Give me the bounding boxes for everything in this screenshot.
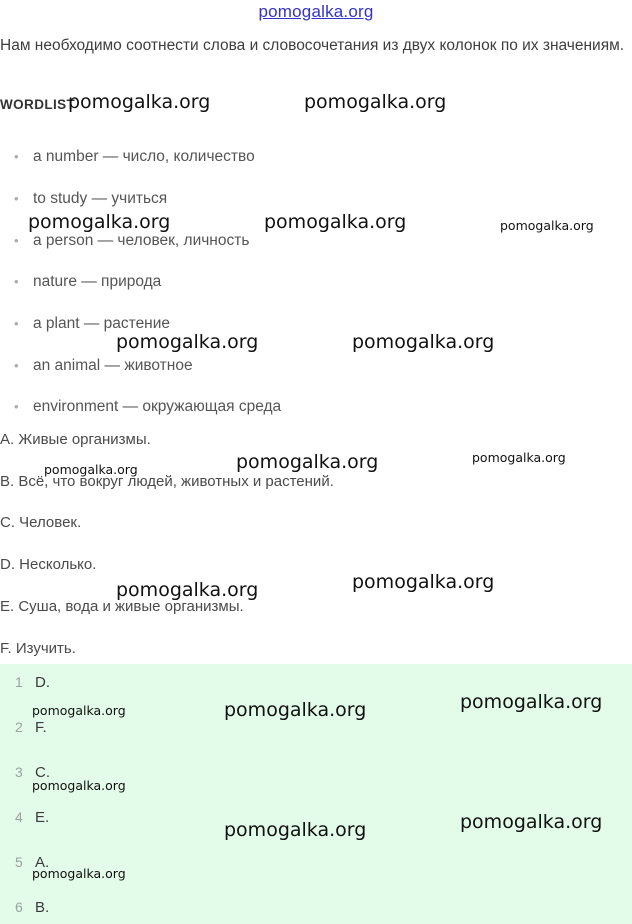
definition-item: A. Живые организмы.	[0, 431, 151, 448]
definition-item: C. Человек.	[0, 514, 82, 531]
watermark: pomogalka.org	[32, 778, 126, 793]
bullet-icon: •	[14, 191, 19, 206]
watermark: pomogalka.org	[224, 819, 367, 841]
wordlist-item: • a person — человек, личность	[14, 232, 250, 249]
watermark: pomogalka.org	[460, 691, 603, 713]
watermark: pomogalka.org	[28, 211, 171, 233]
watermark: pomogalka.org	[224, 699, 367, 721]
bullet-icon: •	[14, 233, 19, 248]
bullet-icon: •	[14, 358, 19, 373]
watermark: pomogalka.org	[500, 218, 594, 233]
bullet-icon: •	[14, 149, 19, 164]
watermark: pomogalka.org	[352, 331, 495, 353]
definition-item: E. Суша, вода и живые организмы.	[0, 598, 244, 615]
task-intro: Нам необходимо соотнести слова и словосочетания из двух колонок по их значениям.	[0, 37, 625, 54]
watermark: pomogalka.org	[472, 450, 566, 465]
wordlist-item: • a number — число, количество	[14, 148, 255, 165]
definition-item: D. Несколько.	[0, 556, 97, 573]
answer-letter: D.	[35, 674, 50, 691]
wordlist-item: • environment — окружающая среда	[14, 398, 282, 415]
watermark: pomogalka.org	[264, 211, 407, 233]
watermark: pomogalka.org	[32, 703, 126, 718]
wordlist-item: • an animal — животное	[14, 357, 193, 374]
answer-letter: E.	[35, 809, 50, 826]
watermark: pomogalka.org	[236, 451, 379, 473]
answer-number: 1	[15, 674, 23, 690]
wordlist-item: • a plant — растение	[14, 315, 171, 332]
answer-number: 6	[15, 899, 23, 915]
definition-item: B. Всё, что вокруг людей, животных и растений.	[0, 473, 334, 490]
answer-letter: C.	[35, 764, 50, 781]
watermark: pomogalka.org	[44, 462, 138, 477]
watermark: pomogalka.org	[460, 811, 603, 833]
site-header-link[interactable]: pomogalka.org	[258, 2, 374, 21]
bullet-icon: •	[14, 274, 19, 289]
answer-letter: B.	[35, 899, 50, 916]
answer-number: 2	[15, 719, 23, 735]
watermark: pomogalka.org	[68, 91, 211, 113]
wordlist-heading: WORDLIST	[0, 97, 76, 112]
answer-number: 5	[15, 854, 23, 870]
bullet-icon: •	[14, 399, 19, 414]
wordlist-item: • nature — природа	[14, 273, 162, 290]
answer-number: 4	[15, 809, 23, 825]
definition-item: F. Изучить.	[0, 640, 76, 657]
watermark: pomogalka.org	[116, 331, 259, 353]
watermark: pomogalka.org	[352, 571, 495, 593]
bullet-icon: •	[14, 316, 19, 331]
answer-letter: A.	[35, 854, 50, 871]
watermark: pomogalka.org	[304, 91, 447, 113]
answer-letter: F.	[35, 719, 47, 736]
watermark: pomogalka.org	[116, 579, 259, 601]
wordlist-item: • to study — учиться	[14, 190, 168, 207]
answer-number: 3	[15, 764, 23, 780]
watermark: pomogalka.org	[32, 866, 126, 881]
